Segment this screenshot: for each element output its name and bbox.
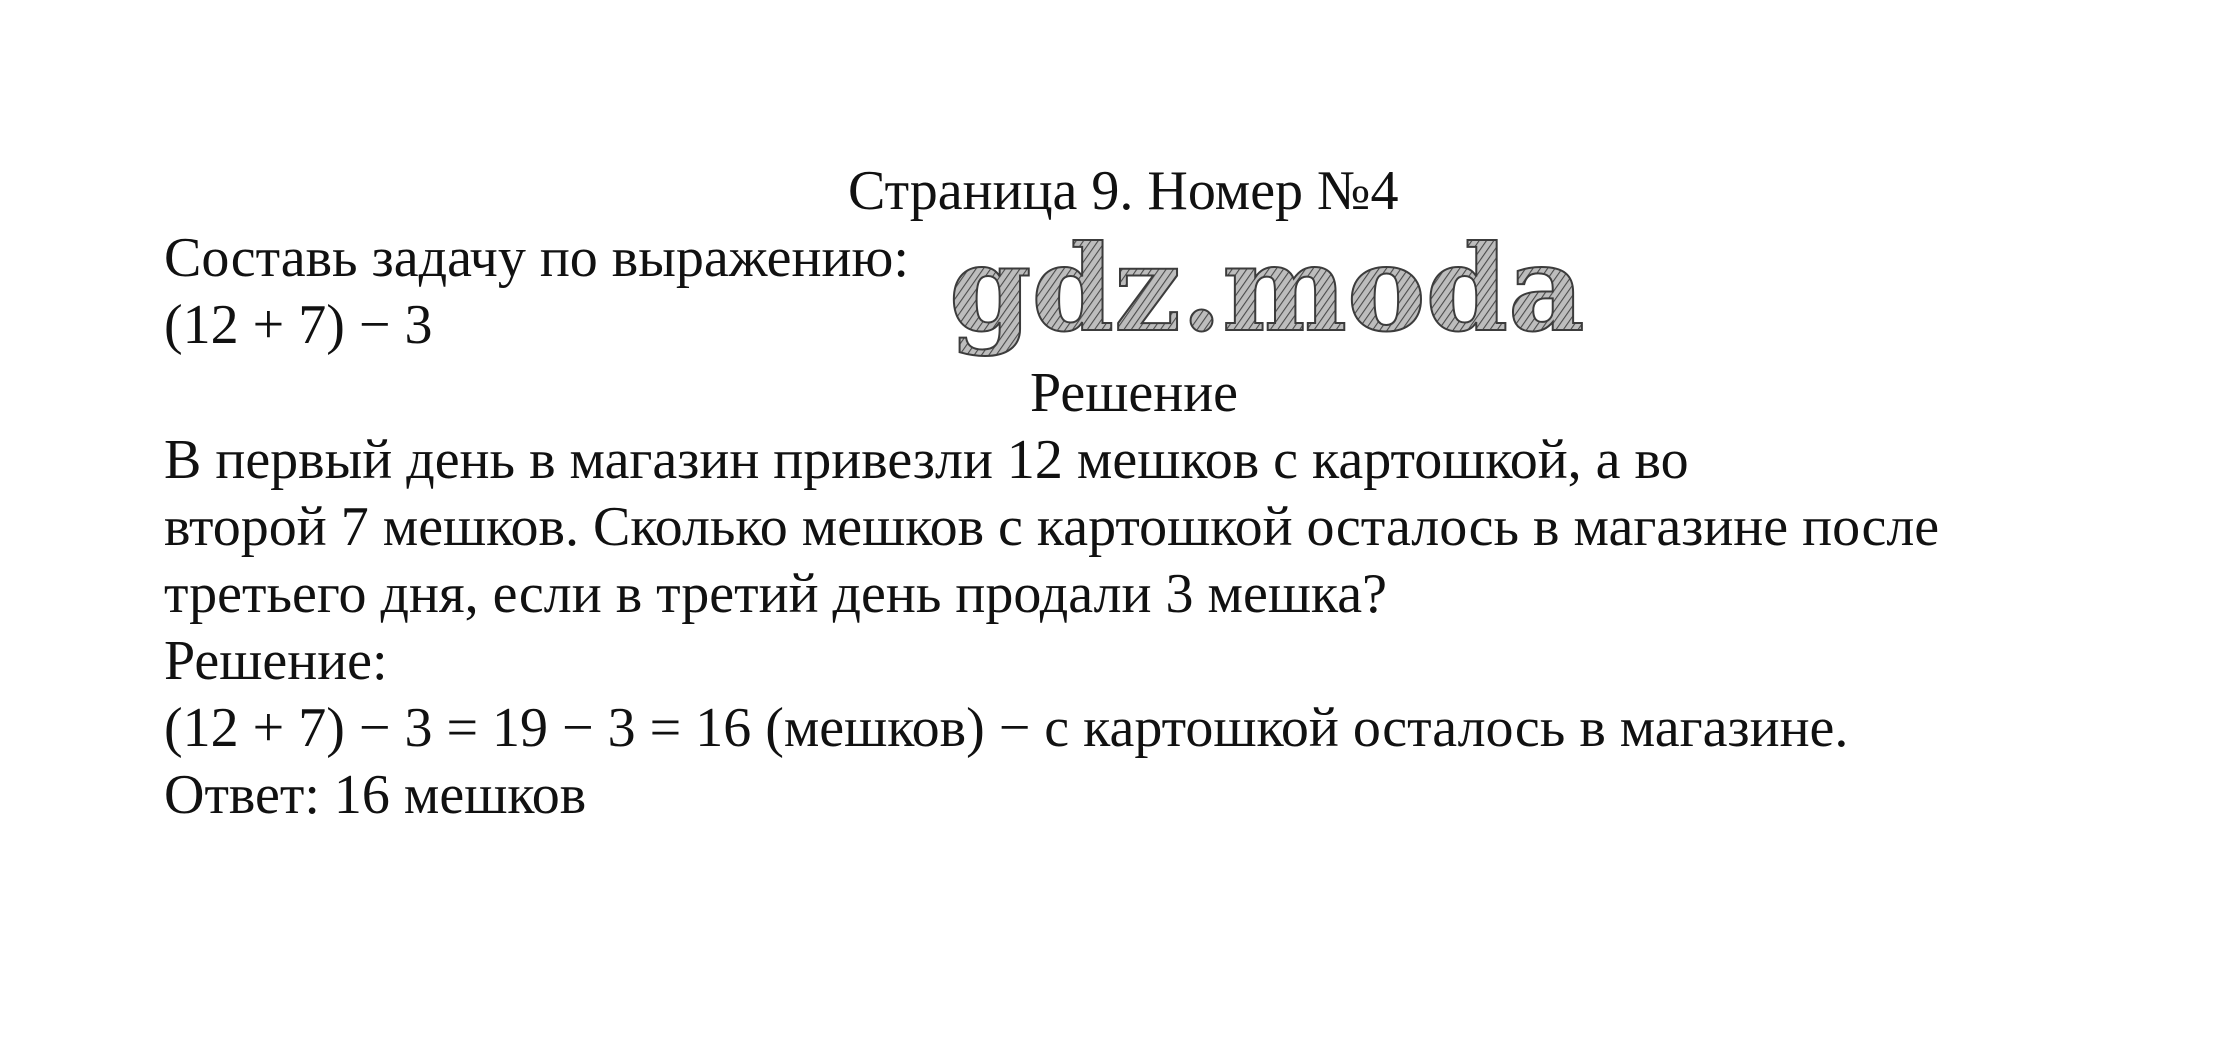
watermark-text: gdz.moda xyxy=(949,219,1585,358)
problem-line-3: третьего дня, если в третий день продали 3 мешка? xyxy=(164,563,1388,625)
problem-line-1: В первый день в магазин привезли 12 мешков с картошкой, а во xyxy=(164,429,1689,491)
task-expression: (12 + 7) − 3 xyxy=(164,294,433,356)
solution-heading: Решение xyxy=(1030,362,1239,424)
watermark-logo xyxy=(945,218,1585,378)
page-title: Страница 9. Номер №4 xyxy=(848,160,1399,222)
problem-line-2: второй 7 мешков. Сколько мешков с картошкой осталось в магазине после xyxy=(164,496,1940,558)
solution-label: Решение: xyxy=(164,630,388,692)
task-prompt: Составь задачу по выражению: xyxy=(164,227,909,289)
calculation-line: (12 + 7) − 3 = 19 − 3 = 16 (мешков) − с картошкой осталось в магазине. xyxy=(164,697,1849,759)
answer-line: Ответ: 16 мешков xyxy=(164,764,587,826)
